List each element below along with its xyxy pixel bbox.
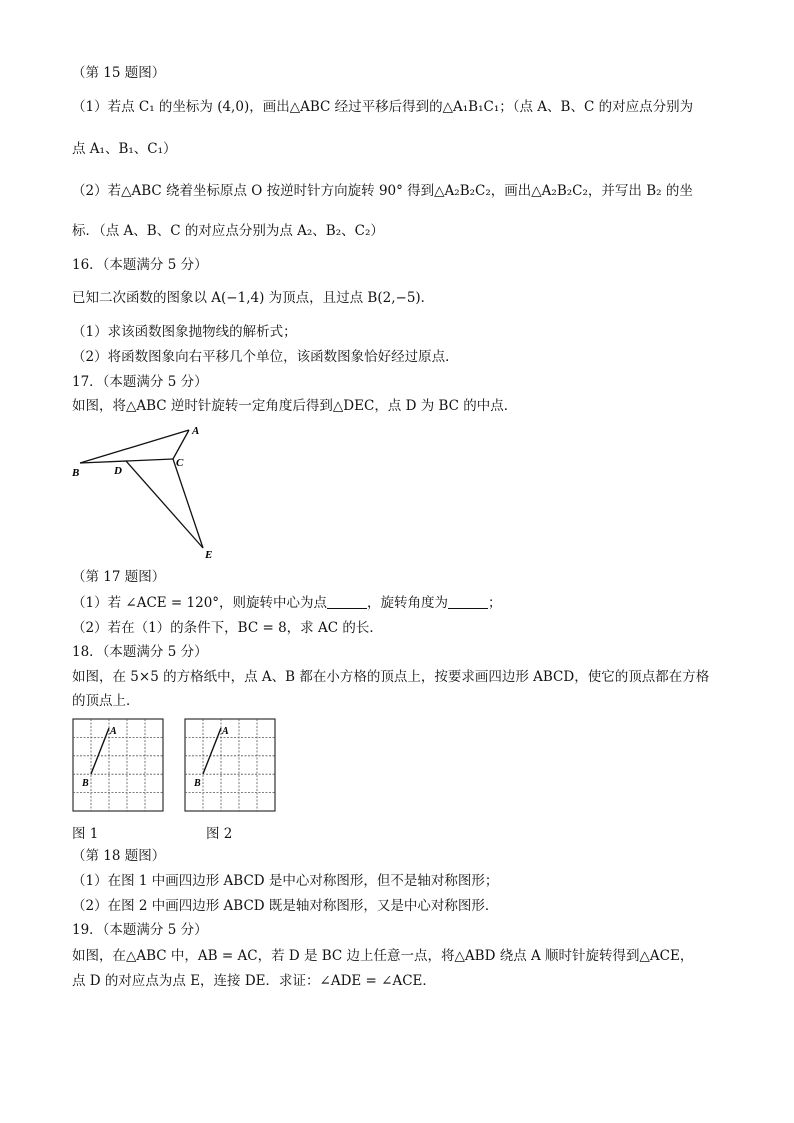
q18-fig1-label: 图 1 bbox=[72, 826, 99, 842]
q18-fig2-label: 图 2 bbox=[206, 826, 233, 842]
q15-part1-line2: 点 A₁、B₁、C₁） bbox=[72, 141, 177, 157]
q17-part1-text-b: ，旋转角度为 bbox=[367, 595, 449, 611]
q18-header: 18．（本题满分 5 分） bbox=[72, 644, 208, 660]
segment-BA bbox=[80, 430, 189, 463]
q17-part1-text-a: （1）若 ∠ACE = 120°，则旋转中心为点 bbox=[72, 595, 328, 611]
q19-stem-line2: 点 D 的对应点为点 E，连接 DE．求证：∠ADE = ∠ACE． bbox=[72, 973, 436, 989]
q17-caption: （第 17 题图） bbox=[72, 569, 166, 585]
q15-part1-line1: （1）若点 C₁ 的坐标为 (4,0)，画出△ABC 经过平移后得到的△A₁B₁C₁；（点 A、B、C 的对应点分别为 bbox=[72, 99, 694, 115]
q17-part2: （2）若在（1）的条件下，BC = 8，求 AC 的长． bbox=[72, 620, 383, 636]
q17-stem: 如图，将△ABC 逆时针旋转一定角度后得到△DEC，点 D 为 BC 的中点． bbox=[72, 398, 518, 414]
segment-CE bbox=[173, 459, 203, 548]
q17-figure bbox=[68, 418, 228, 566]
label-B: B bbox=[194, 778, 201, 789]
q18-stem-line2: 的顶点上． bbox=[72, 693, 140, 709]
label-A: A bbox=[222, 726, 229, 737]
q17-part1-text-c: ； bbox=[488, 595, 502, 611]
label-A: A bbox=[192, 425, 200, 437]
q18-caption: （第 18 题图） bbox=[72, 848, 166, 864]
q16-header: 16．（本题满分 5 分） bbox=[72, 257, 208, 273]
segment-AB bbox=[91, 728, 109, 774]
q17-header: 17．（本题满分 5 分） bbox=[72, 374, 208, 390]
q15-caption: （第 15 题图） bbox=[72, 65, 166, 81]
segment-AB bbox=[203, 728, 221, 774]
segment-DE bbox=[126, 461, 203, 548]
q18-part1: （1）在图 1 中画四边形 ABCD 是中心对称图形，但不是轴对称图形； bbox=[72, 873, 499, 889]
label-A: A bbox=[110, 726, 117, 737]
label-D: D bbox=[114, 465, 122, 477]
q19-header: 19．（本题满分 5 分） bbox=[72, 922, 208, 938]
q16-part2: （2）将函数图象向右平移几个单位，该函数图象恰好经过原点． bbox=[72, 349, 459, 365]
q18-grid-figure-2 bbox=[184, 718, 278, 814]
answer-blank-angle[interactable] bbox=[448, 596, 488, 609]
q18-part2: （2）在图 2 中画四边形 ABCD 既是轴对称图形，又是中心对称图形． bbox=[72, 898, 499, 914]
q17-part1 bbox=[72, 594, 502, 612]
q15-part2-line2: 标．（点 A、B、C 的对应点分别为点 A₂、B₂、C₂） bbox=[72, 223, 384, 239]
q18-grid-figure-1 bbox=[72, 718, 166, 814]
q19-stem-line1: 如图，在△ABC 中，AB = AC，若 D 是 BC 边上任意一点，将△ABD 绕点 A 顺时针旋转得到△ACE， bbox=[72, 948, 694, 964]
label-E: E bbox=[205, 549, 213, 561]
answer-blank-center[interactable] bbox=[327, 596, 367, 609]
label-C: C bbox=[176, 457, 184, 469]
q15-part2-line1: （2）若△ABC 绕着坐标原点 O 按逆时针方向旋转 90° 得到△A₂B₂C₂，画出△A₂B₂C₂，并写出 B₂ 的坐 bbox=[72, 183, 693, 199]
q18-stem-line1: 如图，在 5×5 的方格纸中，点 A、B 都在小方格的顶点上，按要求画四边形 ABCD，使它的顶点都在方格 bbox=[72, 669, 710, 685]
label-B: B bbox=[72, 467, 80, 479]
q16-stem: 已知二次函数的图象以 A(−1,4) 为顶点，且过点 B(2,−5)． bbox=[72, 290, 435, 306]
q16-part1: （1）求该函数图象抛物线的解析式； bbox=[72, 324, 297, 340]
label-B: B bbox=[82, 778, 89, 789]
